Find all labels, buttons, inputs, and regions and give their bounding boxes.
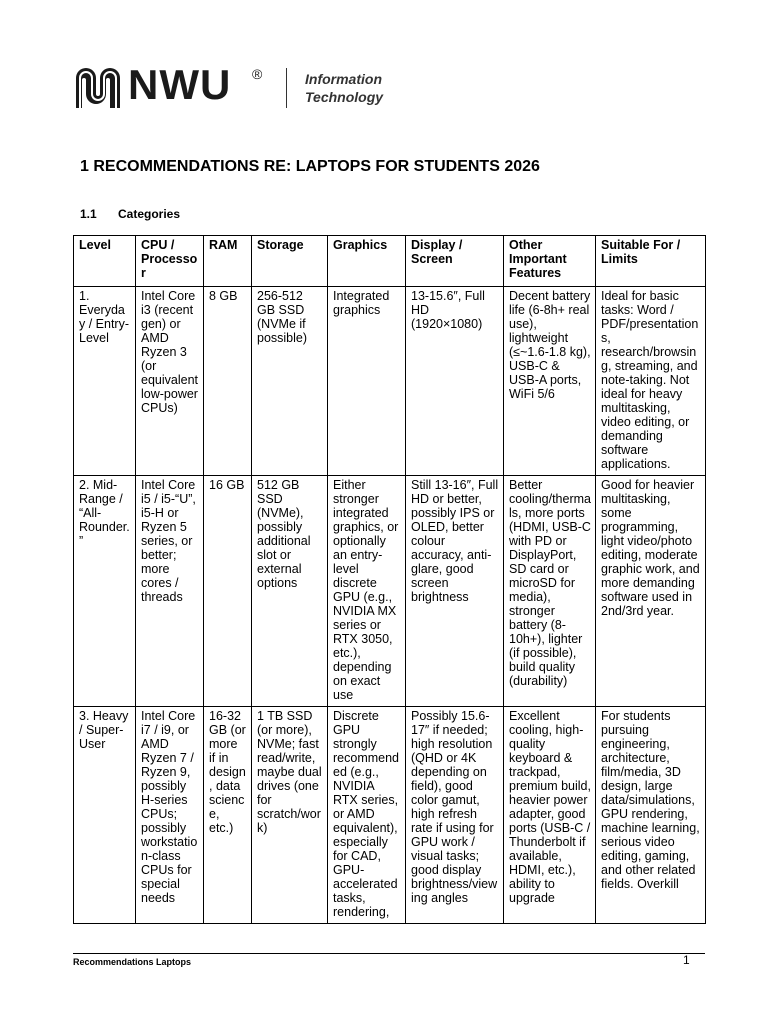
column-header: Display / Screen	[406, 236, 504, 287]
table-cell: Decent battery life (6-8h+ real use), lightweight (≤~1.6-1.8 kg), USB-C & USB-A ports, WiFi 5/6	[504, 287, 596, 476]
table-cell: Integrated graphics	[328, 287, 406, 476]
table-cell: 1. Everyday / Entry-Level	[74, 287, 136, 476]
table-cell: Good for heavier multitasking, some programming, light video/photo editing, moderate graphic work, and more demanding software used in 2nd/3rd year.	[596, 476, 706, 707]
column-header: Other Important Features	[504, 236, 596, 287]
subsection-number: 1.1	[80, 207, 97, 221]
table-header-row	[74, 236, 706, 287]
page-number: 1	[683, 953, 690, 967]
column-header: Suitable For / Limits	[596, 236, 706, 287]
table-cell: Intel Core i3 (recent gen) or AMD Ryzen 3 (or equivalent low-power CPUs)	[136, 287, 204, 476]
table-cell: 16-32 GB (or more if in design, data science, etc.)	[204, 707, 252, 924]
page-title: 1 RECOMMENDATIONS RE: LAPTOPS FOR STUDENTS 2026	[80, 158, 540, 175]
table-cell: 512 GB SSD (NVMe), possibly additional slot or external options	[252, 476, 328, 707]
table-cell: Either stronger integrated graphics, or optionally an entry-level discrete GPU (e.g., NVIDIA MX series or RTX 3050, etc.), depending on exact use	[328, 476, 406, 707]
table-cell: Possibly 15.6-17″ if needed; high resolution (QHD or 4K depending on field), good color gamut, high refresh rate if using for GPU work / visual tasks; good display brightness/viewing angles	[406, 707, 504, 924]
table-cell: 16 GB	[204, 476, 252, 707]
column-header: Level	[74, 236, 136, 287]
footer-document-name: Recommendations Laptops	[73, 957, 192, 967]
table-cell: 1 TB SSD (or more), NVMe; fast read/write, maybe dual drives (one for scratch/work)	[252, 707, 328, 924]
table-cell: Ideal for basic tasks: Word / PDF/presentations, research/browsing, streaming, and note-taking. Not ideal for heavy multitasking, video editing, or demanding software applications.	[596, 287, 706, 476]
department-line-2: Technology	[305, 89, 384, 105]
table-row	[74, 476, 706, 707]
table-cell: Excellent cooling, high-quality keyboard & trackpad, premium build, heavier power adapter, good ports (USB-C / Thunderbolt if available, HDMI, etc.), ability to upgrade	[504, 707, 596, 924]
brand-name: NWU	[128, 61, 232, 108]
column-header: Storage	[252, 236, 328, 287]
table-cell: Better cooling/thermals, more ports (HDMI, USB-C with PD or DisplayPort, SD card or microSD for media), stronger battery (8-10h+), lighter (if possible), build quality (durability)	[504, 476, 596, 707]
table-cell: Intel Core i7 / i9, or AMD Ryzen 7 / Ryzen 9, possibly H-series CPUs; possibly workstation-class CPUs for special needs	[136, 707, 204, 924]
table-cell: Discrete GPU strongly recommended (e.g., NVIDIA RTX series, or AMD equivalent), especially for CAD, GPU-accelerated tasks, rendering,	[328, 707, 406, 924]
footer-rule	[73, 953, 705, 954]
table-cell: 2. Mid-Range / “All-Rounder.”	[74, 476, 136, 707]
table-cell: For students pursuing engineering, architecture, film/media, 3D design, large data/simulations, GPU rendering, machine learning, serious video editing, gaming, and other related fields. Overkill	[596, 707, 706, 924]
table-cell: 256-512 GB SSD (NVMe if possible)	[252, 287, 328, 476]
department-line-1: Information	[305, 71, 382, 87]
table-cell: Intel Core i5 / i5-“U”, i5-H or Ryzen 5 series, or better; more cores / threads	[136, 476, 204, 707]
column-header: CPU / Processor	[136, 236, 204, 287]
table-cell: Still 13-16″, Full HD or better, possibly IPS or OLED, better colour accuracy, anti-glare, good screen brightness	[406, 476, 504, 707]
table-row	[74, 287, 706, 476]
column-header: Graphics	[328, 236, 406, 287]
table-cell: 8 GB	[204, 287, 252, 476]
table-cell: 3. Heavy / Super-User	[74, 707, 136, 924]
registered-mark: ®	[252, 66, 263, 82]
table-row	[74, 707, 706, 924]
table-cell: 13-15.6″, Full HD (1920×1080)	[406, 287, 504, 476]
laptop-recommendations-table	[73, 235, 706, 924]
subsection-title: Categories	[118, 207, 181, 221]
column-header: RAM	[204, 236, 252, 287]
